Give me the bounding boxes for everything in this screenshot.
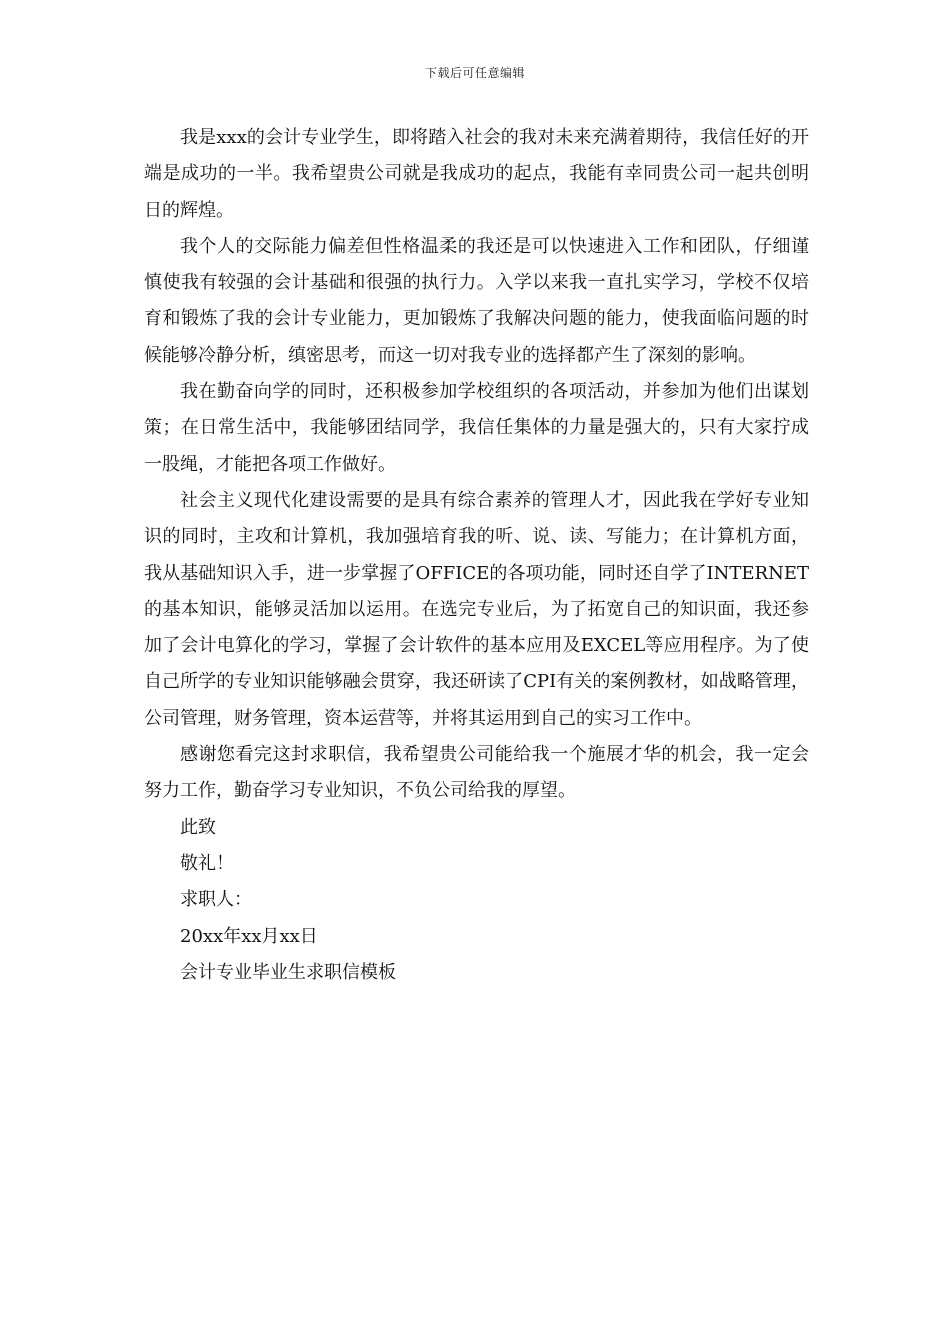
letter-body (144, 120, 809, 991)
paragraph-thanks: 感谢您看完这封求职信，我希望贵公司能给我一个施展才华的机会，我一定会努力工作，勤奋学习专业知识，不负公司给我的厚望。 (144, 744, 809, 802)
page-header: 下载后可任意编辑 (424, 66, 525, 80)
applicant-label: 求职人： (180, 889, 252, 911)
paragraph-abilities: 我个人的交际能力偏差但性格温柔的我还是可以快速进入工作和团队，仔细谨慎使我有较强的会计基础和很强的执行力。入学以来我一直扎实学习，学校不仅培育和锻炼了我的会计专业能力，更加锻炼了我解决问题的能力，使我面临问题的时候能够冷静分析，缜密思考，而这一切对我专业的选择都产生了深刻的影响。 (144, 235, 809, 366)
letter-date: 20xx年xx月xx日 (180, 925, 318, 947)
paragraph-activities: 我在勤奋向学的同时，还积极参加学校组织的各项活动，并参加为他们出谋划策；在日常生活中，我能够团结同学，我信任集体的力量是强大的，只有大家拧成一股绳，才能把各项工作做好。 (144, 381, 809, 475)
closing-salute: 此致 (180, 816, 216, 838)
template-title: 会计专业毕业生求职信模板 (180, 961, 396, 983)
paragraph-skills: 社会主义现代化建设需要的是具有综合素养的管理人才，因此我在学好专业知识的同时，主攻和计算机，我加强培育我的听、说、读、写能力；在计算机方面，我从基础知识入手，进一步掌握了OFFICE的各项功能，同时还自学了INTERNET的基本知识，能够灵活加以运用。在选完专业后，为了拓宽自己的知识面，我还参加了会计电算化的学习，掌握了会计软件的基本应用及EXCEL等应用程序。为了使自己所学的专业知识能够融会贯穿，我还研读了CPI有关的案例教材，如战略管理，公司管理，财务管理，资本运营等，并将其运用到自己的实习工作中。 (144, 489, 809, 729)
closing-regards: 敬礼！ (180, 852, 234, 874)
paragraph-intro: 我是xxx的会计专业学生，即将踏入社会的我对未来充满着期待，我信任好的开端是成功的一半。我希望贵公司就是我成功的起点，我能有幸同贵公司一起共创明日的辉煌。 (144, 127, 809, 221)
